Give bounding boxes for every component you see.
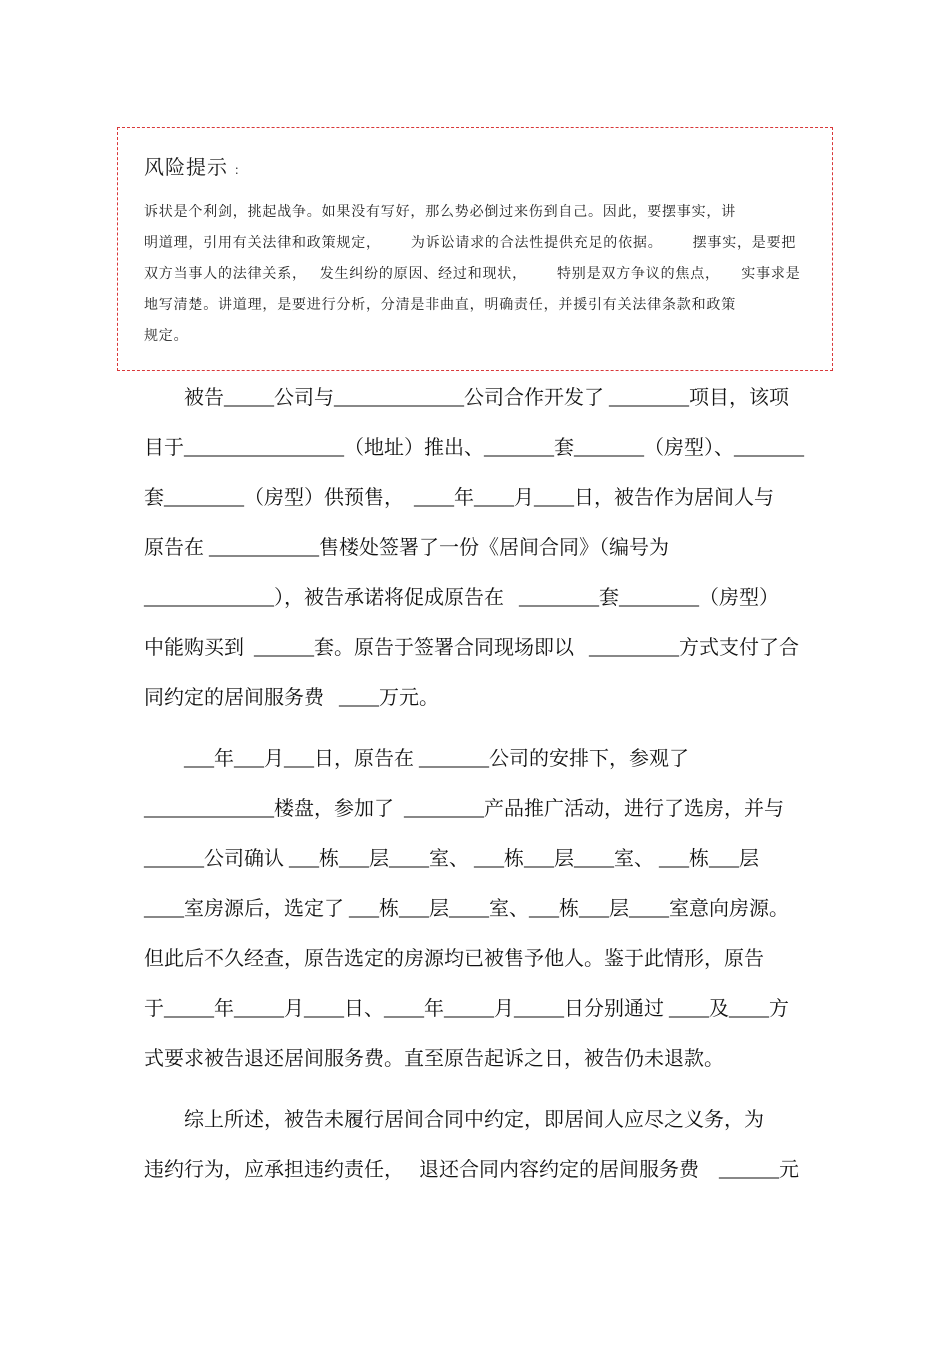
text-line: ______公司确认 ___栋___层____室、 ___栋___层____室、 ___栋___层 <box>144 848 759 870</box>
paragraph-events <box>144 734 834 1084</box>
paragraph-conclusion <box>144 1095 834 1195</box>
text-line: 综上所述，被告未履行居间合同中约定，即居间人应尽之义务，为 <box>184 1109 764 1131</box>
risk-notice-heading <box>144 154 246 182</box>
text-line: 违约行为，应承担违约责任， 退还合同内容约定的居间服务费 ______元 <box>144 1159 799 1181</box>
text-line: 目于________________（地址）推出、_______套_______（房型）、_______ <box>144 437 804 459</box>
text-line: _____________楼盘，参加了 ________产品推广活动，进行了选房，并与 <box>144 798 784 820</box>
risk-notice-line: 规定。 <box>144 329 189 344</box>
text-line: 式要求被告退还居间服务费。直至原告起诉之日，被告仍未退款。 <box>144 1048 724 1070</box>
paragraph-facts <box>144 373 834 723</box>
text-line: ___年___月___日，原告在 _______公司的安排下，参观了 <box>184 748 689 770</box>
text-line: ____室房源后，选定了 ___栋___层____室、___栋___层____室意向房源。 <box>144 898 789 920</box>
complaint-body <box>144 373 834 1195</box>
risk-notice-line: 明道理，引用有关法律和政策规定， 为诉讼请求的合法性提供充足的依据。 摆事实，是要把 <box>144 236 797 251</box>
text-line: 于_____年_____月____日、____年_____月_____日分别通过 ____及____方 <box>144 998 789 1020</box>
risk-notice-box <box>117 127 833 371</box>
risk-notice-text <box>144 197 801 352</box>
risk-notice-line: 诉状是个利剑，挑起战争。如果没有写好，那么势必倒过来伤到自己。因此，要摆事实，讲 <box>144 205 736 220</box>
text-line: 套________（房型）供预售， ____年____月____日，被告作为居间人与 <box>144 487 774 509</box>
text-line: 原告在 ___________售楼处签署了一份《居间合同》（编号为 <box>144 537 669 559</box>
risk-notice-colon: ： <box>234 163 247 177</box>
text-line: 同约定的居间服务费 ____万元。 <box>144 687 439 709</box>
text-line: 被告_____公司与_____________公司合作开发了 ________项目，该项 <box>184 387 789 409</box>
risk-notice-title: 风险提示 <box>144 157 228 179</box>
text-line: 中能购买到 ______套。原告于签署合同现场即以 _________方式支付了合 <box>144 637 799 659</box>
risk-notice-line: 地写清楚。讲道理，是要进行分析，分清是非曲直，明确责任，并援引有关法律条款和政策 <box>144 298 736 313</box>
text-line: _____________），被告承诺将促成原告在 ________套________（房型） <box>144 587 779 609</box>
text-line: 但此后不久经查，原告选定的房源均已被售予他人。鉴于此情形，原告 <box>144 948 764 970</box>
risk-notice-line: 双方当事人的法律关系， 发生纠纷的原因、经过和现状， 特别是双方争议的焦点， 实事求是 <box>144 267 801 282</box>
